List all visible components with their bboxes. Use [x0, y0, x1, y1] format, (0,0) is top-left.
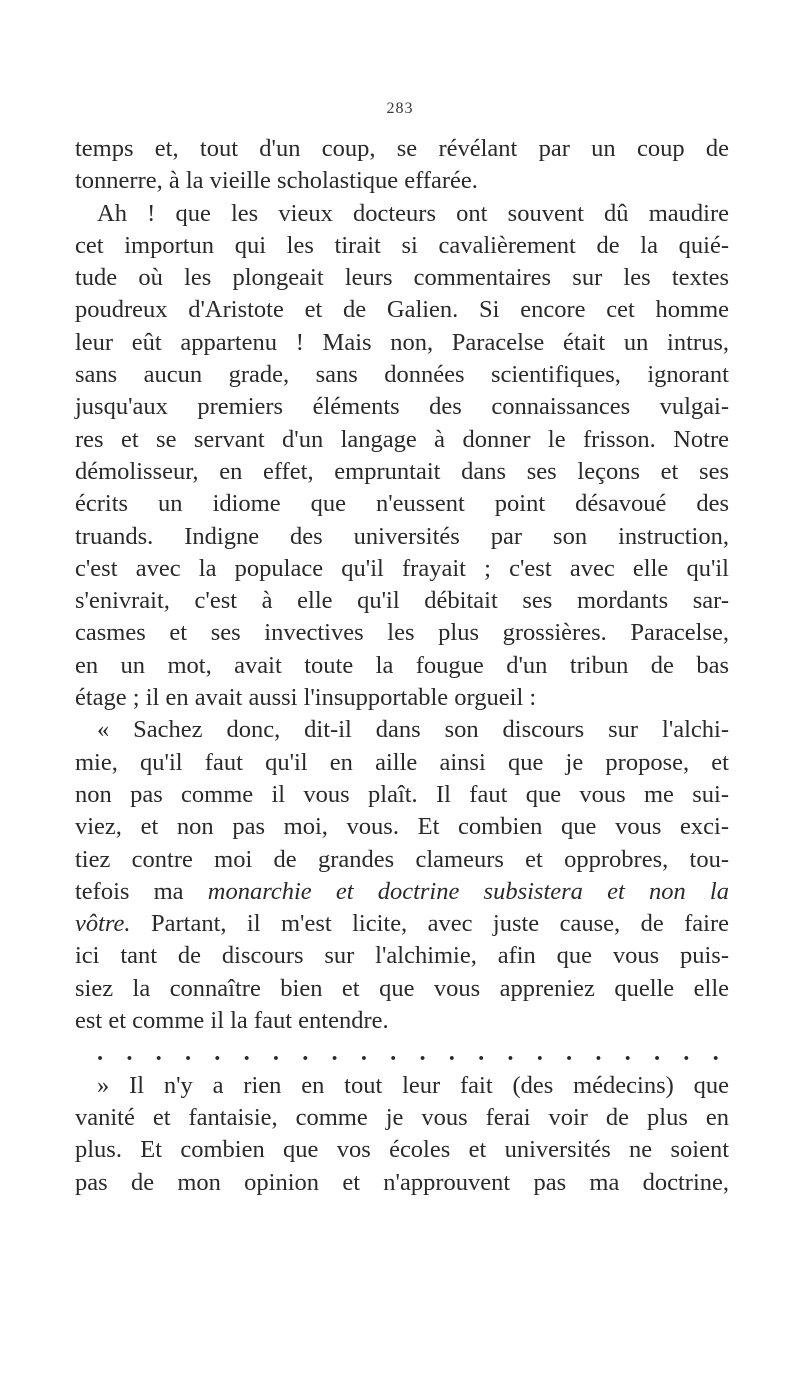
text-line: Ah ! que les vieux docteurs ont souvent dû maudire	[97, 199, 729, 227]
quote-line: » Il n'y a rien en tout leur fait (des médecins) que	[97, 1071, 729, 1099]
text-line: temps et, tout d'un coup, se révélant par un coup de	[75, 135, 729, 162]
ellipsis-dot: .	[595, 1039, 602, 1067]
ellipsis-dot: .	[624, 1039, 631, 1067]
ellipsis-dot: .	[155, 1039, 162, 1067]
ellipsis-dot: .	[302, 1039, 309, 1067]
text-line: écrits un idiome que n'eussent point désavoué des	[75, 490, 729, 518]
quote-line	[75, 876, 729, 908]
text-line: jusqu'aux premiers éléments des connaissances vulgai-	[75, 393, 729, 421]
quote-line: vanité et fantaisie, comme je vous ferai voir de plus en	[75, 1103, 729, 1131]
ellipsis-dot: .	[331, 1039, 338, 1067]
ellipsis-dot: .	[97, 1039, 104, 1067]
ellipsis-dot: .	[126, 1039, 133, 1067]
ellipsis-dot: .	[566, 1039, 573, 1067]
ellipsis-dot: .	[536, 1039, 543, 1067]
quote-text: Partant, il m'est licite, avec juste cause, de faire	[130, 910, 729, 938]
ellipsis-dot: .	[272, 1039, 279, 1067]
quote-line: « Sachez donc, dit-il dans son discours sur l'alchi-	[97, 716, 729, 744]
text-line: en un mot, avait toute la fougue d'un tribun de bas	[75, 651, 729, 679]
text-line: tude où les plongeait leurs commentaires sur les textes	[75, 264, 729, 292]
quote-line: plus. Et combien que vos écoles et universités ne soient	[75, 1136, 729, 1164]
text-line: étage ; il en avait aussi l'insupportable orgueil :	[75, 684, 537, 712]
quote-line	[75, 908, 729, 940]
quote-line: siez la connaître bien et que vous appreniez quelle elle	[75, 974, 729, 1002]
quote-line: tiez contre moi de grandes clameurs et opprobres, tou-	[75, 845, 729, 873]
ellipsis-dot: .	[184, 1039, 192, 1067]
ellipsis-dot: .	[478, 1039, 485, 1067]
text-line: leur eût appartenu ! Mais non, Paracelse était un intrus,	[75, 328, 729, 356]
italic-text: vôtre.	[75, 910, 131, 938]
quote-line: non pas comme il vous plaît. Il faut que vous me sui-	[75, 780, 729, 808]
ellipsis-dot: .	[507, 1039, 514, 1067]
text-line: res et se servant d'un langage à donner le frisson. Notre	[75, 425, 729, 453]
quote-line: viez, et non pas moi, vous. Et combien que vous exci-	[75, 813, 729, 841]
text-line: poudreux d'Aristote et de Galien. Si encore cet homme	[75, 296, 729, 324]
quote-text: tefois ma	[75, 877, 208, 905]
ellipsis-dot: .	[243, 1039, 250, 1067]
quote-line: mie, qu'il faut qu'il en aille ainsi que je propose, et	[75, 748, 729, 776]
text-line: c'est avec la populace qu'il frayait ; c'est avec elle qu'il	[75, 554, 729, 582]
text-line: démolisseur, en effet, empruntait dans ses leçons et ses	[75, 457, 729, 485]
ellipsis-dot: .	[448, 1039, 455, 1067]
page-number: 283	[386, 100, 414, 117]
ellipsis-dot: .	[712, 1039, 719, 1067]
ellipsis-separator	[75, 1037, 729, 1069]
text-line: casmes et ses invectives les plus grossières. Paracelse,	[75, 619, 729, 647]
quote-line: ici tant de discours sur l'alchimie, afin que vous puis-	[75, 942, 729, 970]
text-line: truands. Indigne des universités par son instruction,	[75, 522, 729, 550]
ellipsis-dot: .	[419, 1039, 426, 1067]
text-line: sans aucun grade, sans données scientifiques, ignorant	[75, 361, 729, 389]
ellipsis-dot: .	[683, 1039, 690, 1067]
quote-line: pas de mon opinion et n'approuvent pas ma doctrine,	[75, 1168, 729, 1196]
quote-line: est et comme il la faut entendre.	[75, 1007, 389, 1035]
body-text	[75, 133, 729, 1199]
ellipsis-dot: .	[214, 1039, 221, 1067]
italic-text: monarchie et doctrine subsistera et non la	[207, 877, 729, 905]
text-line: cet importun qui les tirait si cavalièrement de la quié-	[75, 231, 729, 259]
text-line: tonnerre, à la vieille scholastique effarée.	[75, 167, 478, 195]
text-line: s'enivrait, c'est à elle qu'il débitait ses mordants sar-	[75, 587, 729, 615]
ellipsis-dot: .	[390, 1039, 397, 1067]
ellipsis-dot: .	[653, 1039, 661, 1067]
ellipsis-dot: .	[360, 1039, 367, 1067]
